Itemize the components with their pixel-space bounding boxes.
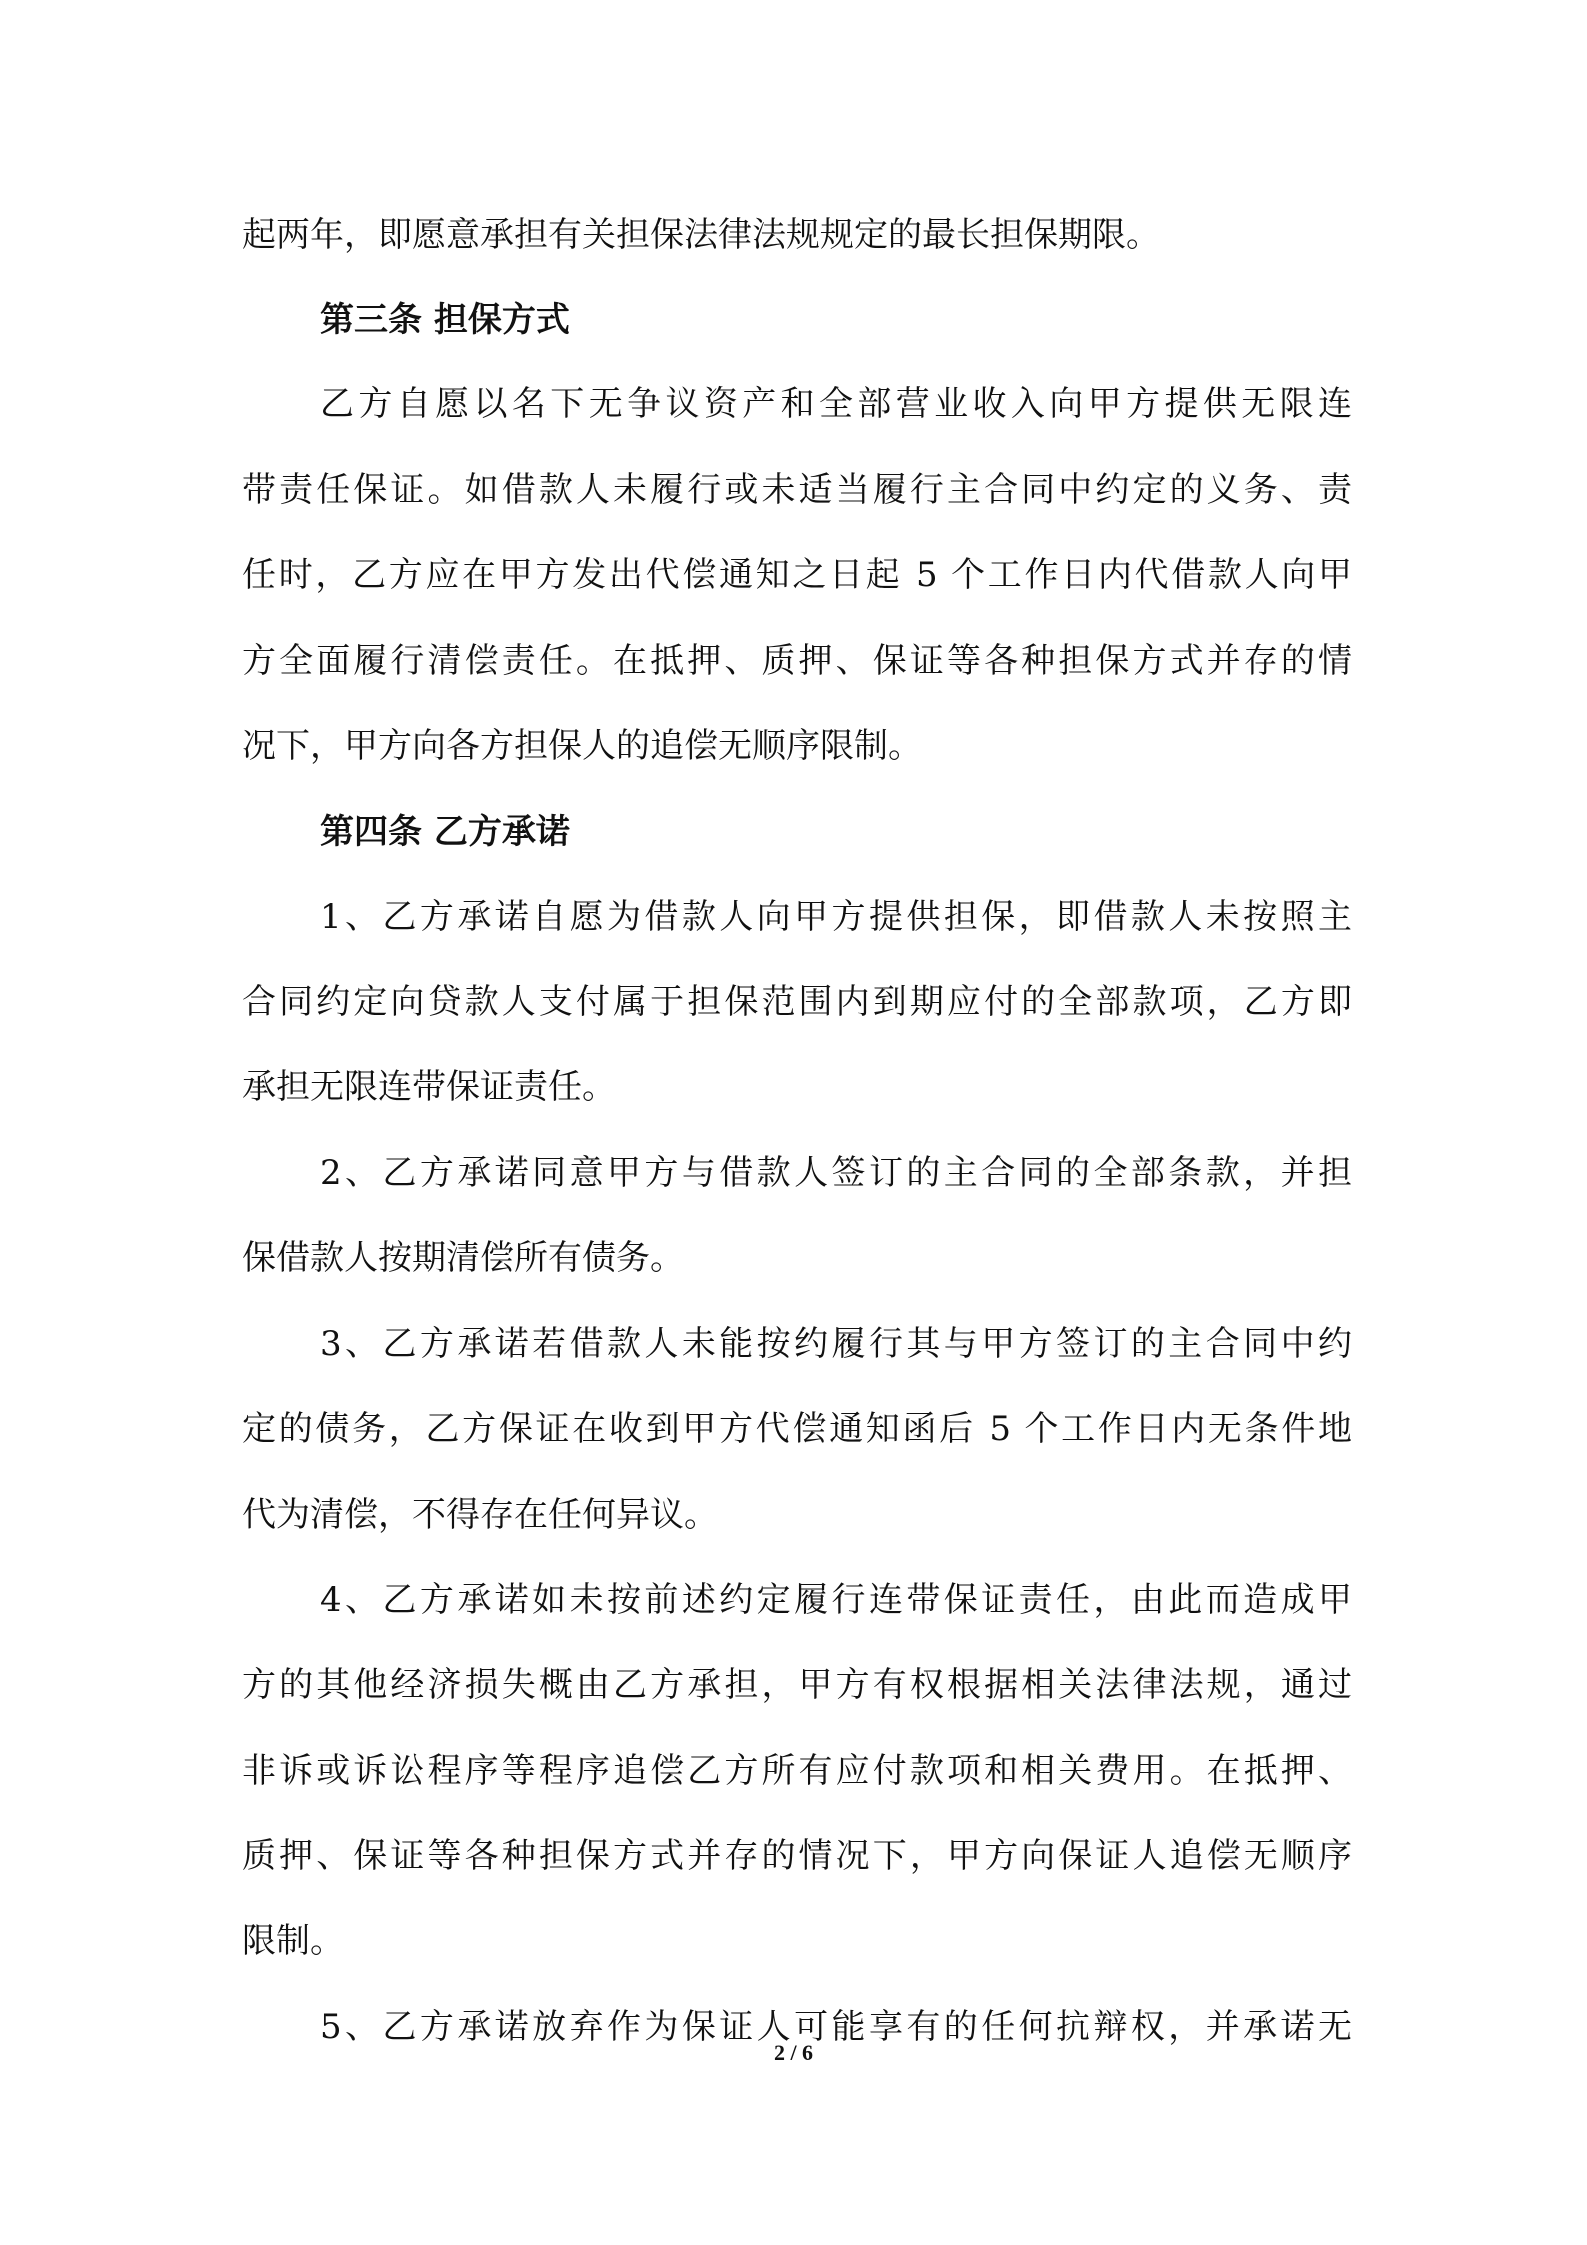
paragraph-line: 带责任保证。如借款人未履行或未适当履行主合同中约定的义务、责 [242,470,1352,510]
section-heading-article-4: 第四条 乙方承诺 [320,812,570,852]
section-heading-article-3: 第三条 担保方式 [320,300,570,340]
paragraph-line: 定的债务，乙方保证在收到甲方代偿通知函后 5 个工作日内无条件地 [242,1409,1352,1449]
paragraph-line: 合同约定向贷款人支付属于担保范围内到期应付的全部款项，乙方即 [242,982,1352,1022]
paragraph-line: 任时，乙方应在甲方发出代偿通知之日起 5 个工作日内代借款人向甲 [242,555,1352,595]
paragraph-line: 代为清偿，不得存在任何异议。 [242,1495,718,1535]
paragraph-line: 4、乙方承诺如未按前述约定履行连带保证责任，由此而造成甲 [320,1580,1352,1620]
page-number: 2 / 6 [773,2040,814,2065]
paragraph-line: 限制。 [242,1921,344,1961]
paragraph-line: 非诉或诉讼程序等程序追偿乙方所有应付款项和相关费用。在抵押、 [242,1751,1352,1791]
paragraph-line: 5、乙方承诺放弃作为保证人可能享有的任何抗辩权，并承诺无 [320,2007,1352,2047]
paragraph-line: 承担无限连带保证责任。 [242,1067,616,1107]
paragraph-line: 3、乙方承诺若借款人未能按约履行其与甲方签订的主合同中约 [320,1324,1352,1364]
paragraph-line: 起两年，即愿意承担有关担保法律法规规定的最长担保期限。 [242,215,1160,255]
paragraph-line: 乙方自愿以名下无争议资产和全部营业收入向甲方提供无限连 [320,384,1352,424]
paragraph-line: 况下，甲方向各方担保人的追偿无顺序限制。 [242,726,922,766]
paragraph-line: 2、乙方承诺同意甲方与借款人签订的主合同的全部条款，并担 [320,1153,1352,1193]
paragraph-line: 1、乙方承诺自愿为借款人向甲方提供担保，即借款人未按照主 [320,897,1352,937]
paragraph-line: 质押、保证等各种担保方式并存的情况下，甲方向保证人追偿无顺序 [242,1836,1352,1876]
paragraph-line: 保借款人按期清偿所有债务。 [242,1238,684,1278]
paragraph-line: 方全面履行清偿责任。在抵押、质押、保证等各种担保方式并存的情 [242,641,1352,681]
paragraph-line: 方的其他经济损失概由乙方承担，甲方有权根据相关法律法规，通过 [242,1665,1352,1705]
